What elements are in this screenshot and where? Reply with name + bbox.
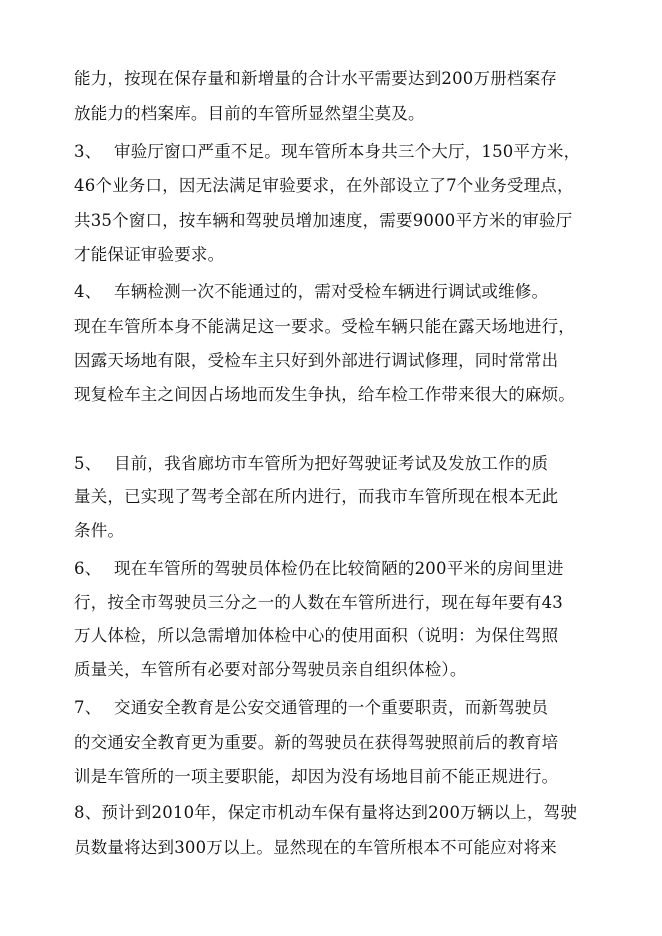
list-item-3 bbox=[74, 142, 580, 162]
text-line: 的交通安全教育更为重要。新的驾驶员在获得驾驶照前后的教育培 bbox=[74, 733, 559, 752]
text-line: 万人体检，所以急需增加体检中心的使用面积（说明：为保住驾照 bbox=[74, 626, 559, 645]
text-line: 8、预计到2010年，保定市机动车保有量将达到200万辆以上，驾驶 bbox=[74, 803, 578, 822]
item-number: 6、 bbox=[74, 559, 102, 578]
text-line: 员数量将达到300万以上。显然现在的车管所根本不可能应对将来 bbox=[74, 838, 557, 857]
text-line: 量关，已实现了驾考全部在所内进行，而我市车管所现在根本无此 bbox=[74, 487, 559, 506]
item-number: 7、 bbox=[74, 698, 102, 717]
text-line: 质量关，车管所有必要对部分驾驶员亲自组织体检）。 bbox=[74, 660, 467, 679]
text-line: 能力，按现在保存量和新增量的合计水平需要达到200万册档案存 bbox=[74, 69, 557, 88]
text-line: 现在车管所的驾驶员体检仍在比较简陋的200平米的房间里进 bbox=[114, 559, 564, 578]
text-line: 条件。 bbox=[74, 521, 125, 540]
text-line: 行，按全市驾驶员三分之一的人数在车管所进行，现在每年要有43 bbox=[74, 593, 563, 612]
text-line: 训是车管所的一项主要职能，却因为没有场地目前不能正规进行。 bbox=[74, 767, 559, 786]
list-item-4 bbox=[74, 282, 548, 302]
text-line: 现复检车主之间因占场地而发生争执，给车检工作带来很大的麻烦。 bbox=[74, 385, 575, 404]
text-line: 目前，我省廊坊市车管所为把好驾驶证考试及发放工作的质 bbox=[114, 454, 549, 473]
item-number: 4、 bbox=[74, 282, 102, 301]
list-item-7 bbox=[74, 698, 548, 718]
text-line: 审验厅窗口严重不足。现车管所本身共三个大厅，150平方米， bbox=[114, 142, 581, 161]
item-number: 3、 bbox=[74, 142, 102, 161]
text-line: 共35个窗口，按车辆和驾驶员增加速度，需要9000平方米的审验厅 bbox=[74, 211, 573, 230]
text-line: 交通安全教育是公安交通管理的一个重要职责，而新驾驶员 bbox=[114, 698, 549, 717]
text-line: 放能力的档案库。目前的车管所显然望尘莫及。 bbox=[74, 104, 425, 123]
text-line: 因露天场地有限，受检车主只好到外部进行调试修理，同时常常出 bbox=[74, 351, 559, 370]
item-number: 5、 bbox=[74, 454, 102, 473]
list-item-6 bbox=[74, 559, 564, 579]
text-line: 车辆检测一次不能通过的，需对受检车辆进行调试或维修。 bbox=[114, 282, 549, 301]
text-line: 46个业务口，因无法满足审验要求，在外部设立了7个业务受理点， bbox=[74, 176, 574, 195]
text-line: 才能保证审验要求。 bbox=[74, 245, 225, 264]
list-item-5 bbox=[74, 454, 548, 474]
text-line: 现在车管所本身不能满足这一要求。受检车辆只能在露天场地进行， bbox=[74, 317, 575, 336]
